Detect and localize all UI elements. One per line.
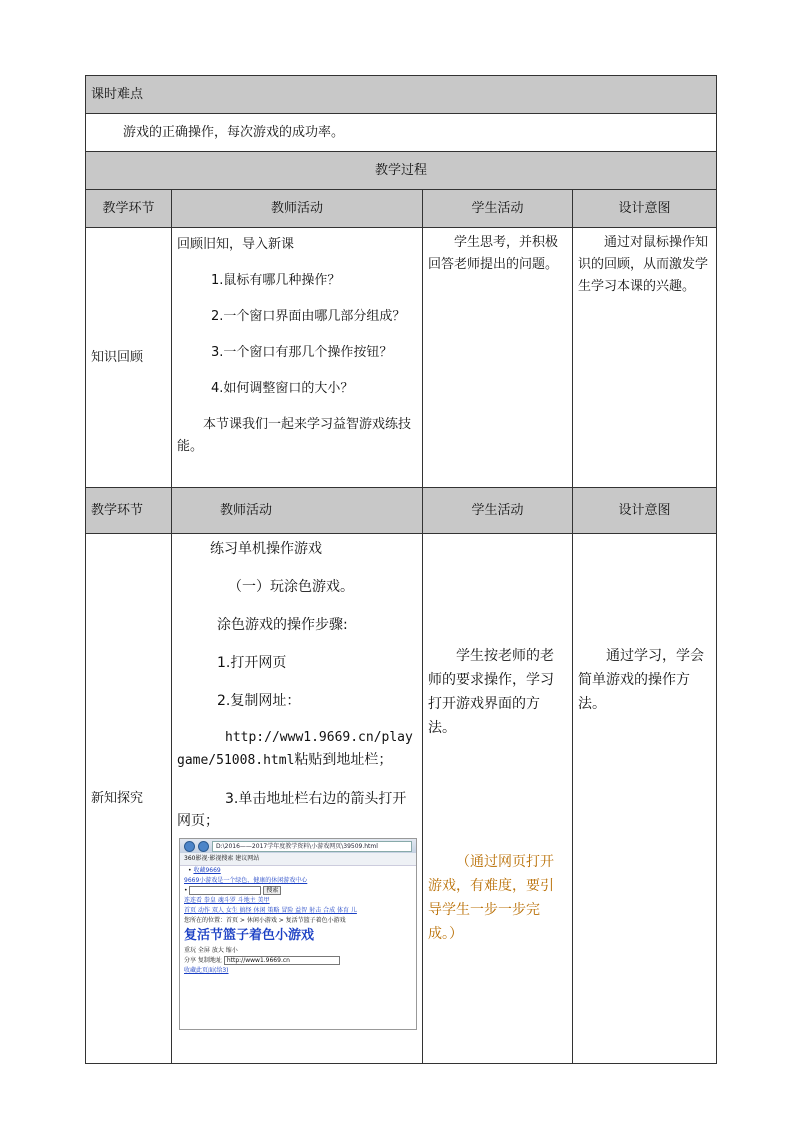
review-question: 1.鼠标有哪几种操作？: [211, 273, 341, 288]
step-open-page: 1.打开网页: [217, 655, 287, 671]
review-intro: 回顾旧知，导入新课: [177, 237, 295, 252]
browser-screenshot: [179, 838, 417, 1030]
url-paragraph: [177, 726, 417, 772]
process-title: 教学过程: [86, 152, 717, 190]
newknow-row: [86, 534, 717, 1064]
newknow-line1: 练习单机操作游戏: [210, 541, 322, 557]
step-click-arrow: 3.单击地址栏右边的箭头打开网页；: [177, 791, 407, 829]
lesson-page: [85, 75, 716, 1064]
forward-icon: [198, 841, 209, 852]
fav-link-row: • 收藏9669: [188, 867, 221, 874]
review-question: 2.一个窗口界面由哪几部分组成？: [211, 309, 406, 324]
share-url: http://www1.9669.cn: [224, 956, 340, 965]
header-teacher: 教师活动: [172, 190, 423, 228]
review-teacher: [172, 228, 423, 488]
newknow-line3: 涂色游戏的操作步骤:: [217, 617, 348, 633]
review-row: [86, 228, 717, 488]
browser-toolbar: [180, 839, 416, 853]
game-url: http://www1.9669.cn/playgame/51008.html: [177, 730, 413, 768]
collect-link: 收藏此页面(给3): [184, 967, 229, 974]
breadcrumb: 您所在的位置：首页 > 休闲小游戏 > 复活节篮子着色小游戏: [184, 917, 346, 924]
review-intent: 通过对鼠标操作知识的回顾，从而激发学生学习本课的兴趣。: [573, 228, 717, 488]
address-bar: D:\2016——2017学年度教学资料\小游戏网页\39509.html: [212, 841, 412, 852]
fav-link: 收藏9669: [193, 867, 221, 874]
header-intent-2: 设计意图: [573, 488, 717, 534]
review-student: 学生思考，并积极回答老师提出的问题。: [423, 228, 573, 488]
header-student-2: 学生活动: [423, 488, 573, 534]
back-icon: [184, 841, 195, 852]
share-row: [180, 956, 416, 966]
newknow-teacher: [172, 534, 423, 1064]
newknow-stage: 新知探究: [86, 534, 172, 1064]
newknow-student-note: （通过网页打开游戏，有难度，要引导学生一步一步完成。）: [428, 854, 554, 942]
difficulty-content: 游戏的正确操作，每次游戏的成功率。: [86, 114, 717, 152]
newknow-line2: （一）玩涂色游戏。: [228, 579, 354, 595]
header-teacher-2: 教师活动: [172, 488, 423, 534]
header-intent: 设计意图: [573, 190, 717, 228]
header-student: 学生活动: [423, 190, 573, 228]
review-closing: 本节课我们一起来学习益智游戏练技能。: [177, 417, 412, 454]
search-input: [189, 886, 261, 895]
header-stage-2: 教学环节: [86, 488, 172, 534]
step-copy-url: 2.复制网址：: [217, 693, 301, 709]
newknow-student-text: 学生按老师的老师的要求操作，学习打开游戏界面的方法。: [428, 648, 554, 736]
review-stage: 知识回顾: [86, 228, 172, 488]
review-question: 4.如何调整窗口的大小？: [211, 381, 354, 396]
newknow-student: [423, 534, 573, 1064]
difficulty-heading: 课时难点: [86, 76, 717, 114]
lesson-table: [85, 75, 717, 1064]
game-controls: 重玩 全屏 放大 缩小: [184, 947, 238, 954]
game-links: 连连看 拳皇 魂斗罗 斗地主 美甲: [184, 897, 270, 904]
newknow-intent-text: 通过学习，学会简单游戏的操作方法。: [578, 648, 704, 712]
category-links: 首页 动作 双人 女生 搞怪 休闲 策略 冒险 益智 射击 合成 体育 儿: [184, 907, 357, 914]
header-stage: 教学环节: [86, 190, 172, 228]
review-question: 3.一个窗口有那几个操作按钮？: [211, 345, 393, 360]
search-row: • 搜索: [180, 886, 416, 896]
url-suffix: 粘贴到地址栏；: [294, 752, 393, 768]
favorites-bar: 360影视·影视搜索 建议网站: [180, 853, 416, 866]
slogan: 9669小游戏是一个绿色、健康的休闲游戏中心: [184, 877, 308, 884]
newknow-intent: [573, 534, 717, 1064]
search-button: 搜索: [263, 886, 281, 895]
game-title: 复活节篮子着色小游戏: [184, 928, 315, 943]
share-label: 分享 复制地址: [184, 957, 222, 964]
